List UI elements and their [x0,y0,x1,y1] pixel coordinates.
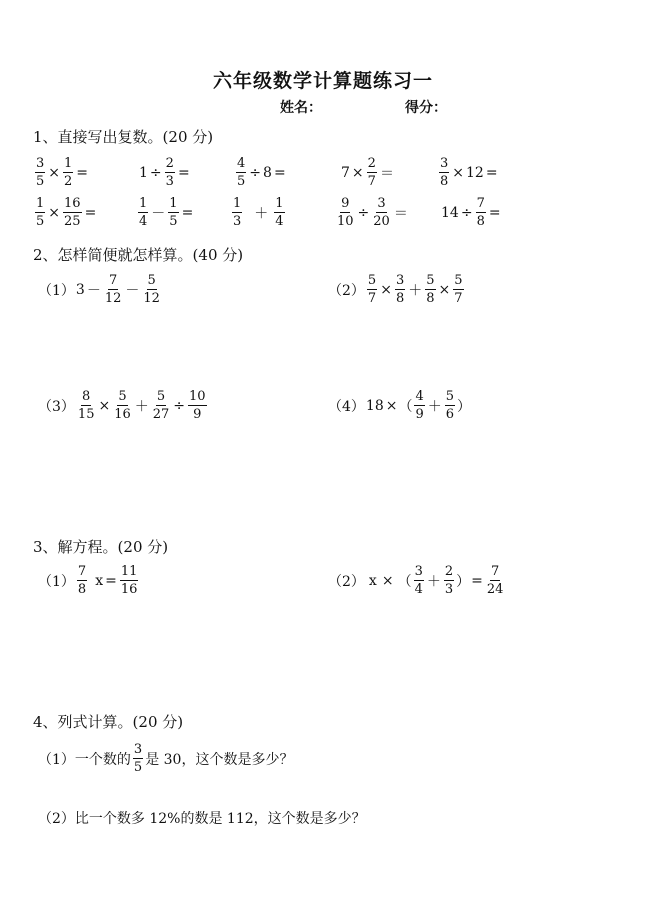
plus-sign: ＋ [254,205,269,222]
fraction: $\frac{9}{10}$ [337,196,354,229]
s2-problem-4: （4） 18 × （ 4 9 ＋ 5 6 ） [328,389,472,422]
fraction: 1 4 [275,196,284,229]
score-label: 得分： [405,100,447,116]
fraction: $\frac{16}{25}$ [64,196,81,229]
equals-sign: = [181,204,194,221]
fraction: 5 6 [445,389,455,422]
times-sign: × [438,281,451,298]
s4-problem-1 [38,742,293,775]
problem-label: （3） [38,398,75,415]
equals-sign: = [84,204,97,221]
times-sign: × [452,164,465,181]
minus-sign: － [151,205,166,222]
equals-sign: = [488,204,501,221]
minus-sign: － [125,282,140,299]
s1-item-7 [136,196,194,229]
s1-item-2: 1 ÷ $\frac{2}{3}$ = [139,156,190,189]
times-sign: × [385,397,398,414]
divide-sign: ÷ [149,164,162,181]
s2-problem-1: （1） 3 － 7 12 － 5 12 [38,273,160,306]
divide-sign: ÷ [460,204,473,221]
equals-sign: = [105,572,117,589]
times-sign: × [351,164,364,181]
divide-sign: ÷ [357,204,370,221]
equals-sign: = [273,164,286,181]
problem-label: （1） [38,282,75,299]
s1-item-5: $\frac{3}{8}$ × 12 = [440,156,498,189]
fraction: 7 8 [77,564,87,597]
s1-item-8 [230,196,287,229]
problem-text-before: （1）一个数的 [38,751,131,768]
problem-label: （2） [328,282,365,299]
fraction: $\frac{1}{5}$ [36,196,45,229]
times-sign: × [48,164,61,181]
problem-label: （4） [328,398,365,415]
divide-sign: ÷ [173,397,186,414]
fraction: $\frac{1}{5}$ [169,196,178,229]
left-paren: （ [397,573,412,590]
equals-sign: = [471,572,483,589]
s1-item-6 [33,196,97,229]
fraction: 4 9 [415,389,424,422]
problem-text: （2）比一个数多 12%的数是 112，这个数是多少？ [38,811,366,827]
section3-heading: 3、解方程。(20 分) [33,538,169,556]
s2-problem-2 [328,273,466,306]
minus-sign: － [86,282,101,299]
fraction: $\frac{5}{7}$ [367,273,377,306]
fraction: $\frac{11}{16}$ [120,564,138,597]
s3-problem-1 [38,564,140,597]
plus-sign: ＋ [134,398,149,415]
s4-problem-2 [38,808,366,828]
left-paren: （ [398,398,413,415]
right-paren: ） [457,398,472,415]
fraction: $\frac{4}{5}$ [237,156,246,189]
equals-sign: = [485,164,498,181]
times-sign: × [380,281,392,298]
section4-heading: 4、列式计算。(20 分) [33,713,184,731]
fraction: $\frac{10}{9}$ [189,389,206,422]
equals-sign: ＝ [379,165,394,182]
fraction: $\frac{3}{20}$ [373,196,390,229]
section2-heading: 2、怎样简便就怎样算。(40 分) [33,246,244,264]
fraction: $\frac{3}{8}$ [440,156,449,189]
fraction: 1 4 [139,196,148,229]
times-sign: × [48,204,61,221]
fraction: $\frac{7}{8}$ [476,196,485,229]
fraction: $\frac{5}{7}$ [454,273,463,306]
times-sign: × [381,572,394,589]
fraction: $\frac{3}{8}$ [395,273,405,306]
fraction: $\frac{1}{2}$ [64,156,73,189]
fraction: 3 5 [133,742,143,775]
fraction: $\frac{2}{7}$ [367,156,376,189]
plus-sign: ＋ [426,573,441,590]
right-paren: ） [456,573,471,590]
fraction: 7 12 [104,273,122,306]
variable-x: x [368,572,377,589]
s1-item-1 [33,156,89,189]
fraction: $\frac{2}{3}$ [165,156,174,189]
fraction: 2 3 [444,564,454,597]
s2-problem-3 [38,389,209,422]
fraction: $\frac{8}{15}$ [77,389,95,422]
divide-sign: ÷ [249,164,262,181]
fraction: $\frac{5}{16}$ [114,389,131,422]
problem-label: （2） [328,573,365,590]
s1-item-9 [334,196,409,229]
problem-text-after: 是 30，这个数是多少？ [145,751,294,768]
fraction: 1 3 [233,196,242,229]
page-title: 六年级数学计算题练习一 [213,70,434,92]
plus-sign: ＋ [427,398,442,415]
plus-sign: ＋ [408,282,423,299]
times-sign: × [98,397,111,414]
equals-sign: = [177,164,190,181]
equals-sign: = [76,164,89,181]
s1-item-4: 7 × $\frac{2}{7}$ ＝ [341,156,394,189]
equals-sign: ＝ [393,205,408,222]
name-label: 姓名： [280,100,322,116]
fraction: 3 4 [414,564,423,597]
s1-item-10: 14 ÷ $\frac{7}{8}$ = [441,196,501,229]
variable-x: x [95,572,104,589]
fraction: $\frac{5}{27}$ [152,389,170,422]
fraction: $\frac{7}{24}$ [486,564,504,597]
fraction: 5 12 [143,273,160,306]
problem-label: （1） [38,573,75,590]
fraction: $\frac{5}{8}$ [426,273,435,306]
section1-heading: 1、直接写出复数。(20 分) [33,128,214,146]
s3-problem-2 [328,564,506,597]
s1-item-3: $\frac{4}{5}$ ÷ 8 = [237,156,286,189]
fraction: $\frac{3}{5}$ [36,156,45,189]
